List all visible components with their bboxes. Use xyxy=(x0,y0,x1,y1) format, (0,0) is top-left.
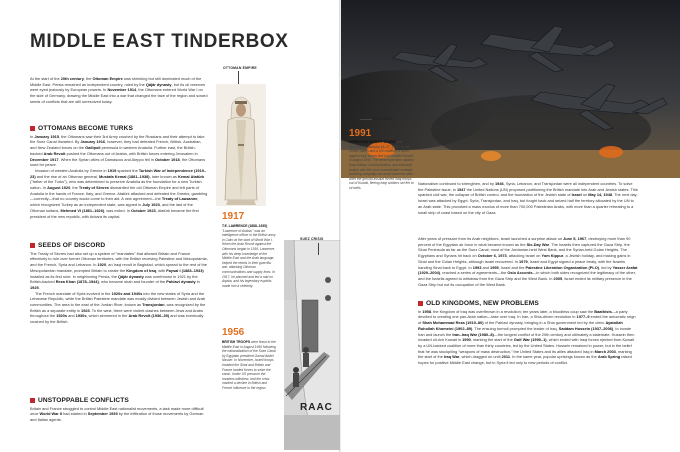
section-kingdoms xyxy=(418,301,638,366)
section-body xyxy=(418,309,638,366)
lawrence-caption: T.E. LAWRENCE (1888–1935), "Lawrence of Arabia," was an intelligence officer in the British army in Cairo at the start of World War I. When the Arab Revolt against the Ottomans began in 1916, Lawrence, with his deep knowledge of the Middle East and the Arab language, helped the rebels in their guerrilla war, attacking Ottoman communications and supply lines. In 1917, he planned and led a raid on Aqaba, and his legendary exploits made him a celebrity. xyxy=(222,224,276,288)
tag-leader-line xyxy=(238,71,239,85)
paragraph: Invasion of western Anatolia by Greece in 1919 sparked the Turkish War of Independence (1919–23) and the rise of an Ottoman general, Mustafa Kemal (1881–1938), later known as Kemal Atatürk ("father of the Turks"), who was determined to preserve Anatolia as the foundation for a new Turkish nation. In August 1920, the Treaty of Sèvres dismantled the old Ottoman Empire and left parts of Anatolia in the hands of France, Italy, and Greece. Atatürk attacked and defeated the Greeks, gambling—correctly—that no country would come to their aid. A new agreement—the Treaty of Lausanne, which recognized Turkey as an independent state, was signed in July 1923, and the last of the Ottoman sultans, Mehmed VI (1861–1926), was exiled. In October 1923, Atatürk became the first president of the new republic, with Ankara its capital. xyxy=(30,167,208,219)
paragraph: In January 1915, the Ottomans saw their 3rd Army crushed by the Russians and their attempt to take the Suez Canal thwarted. By January 1916, however, they had defeated French, British, Australian, and New Zealand forces on the Gallipoli peninsula in western Anatolia. Further east, the British-backed Arab Revolt pushed the Ottomans out of Arabia, with British forces entering Jerusalem in December 1917. When the Syrian cities of Damascus and Aleppo fell in October 1918, the Ottomans sued for peace. xyxy=(30,133,206,168)
troops-caption: BRITISH TROOPS were flown to the Middle East in August 1956 following the nationalization of the Suez Canal by Egyptian president Gamal Abdel Nasser. In November, Israeli troops invaded the Sinai and Britain and France landed forces to seize the canal. Under US pressure the invaders withdrew, and the crisis marked a decline in British and French influence in the region. xyxy=(222,340,276,390)
section-ottomans xyxy=(30,126,208,219)
page-title: MIDDLE EAST TINDERBOX xyxy=(30,31,289,52)
section-heading: OLD KINGDOMS, NEW PROBLEMS xyxy=(418,301,638,307)
year-1956: 1956 xyxy=(222,327,245,338)
paragraph: After years of pressure from its Arab neighbors, Israel launched a surprise attack on June 5, 1967, destroying more than 90 percent of the Egyptian air force in what became known as the Six-Day War. The Israelis then captured the Gaza Strip, the Sinai Peninsula as far as the Suez Canal, most of the Jordanian-held West Bank, and the Syrian-held Golan Heights. The Egyptians and Syrians hit back on October 6, 1973, attacking Israel on Yom Kippur, a Jewish holiday, and making gains in Sinai and the Golan Heights, although Israel recovered. In 1979, Israel and Egypt signed a peace treaty, with the Israelis handing Sinai back to Egypt. In 1993 and 1995, Israel and the Palestine Liberation Organization (PLO), led by Yasser Arafat (1929–2004), reached a series of agreements—the Oslo Accords—in which both sides recognized the legitimacy of the other, and the Israelis agreed to withdraw from the Gaza Strip and the West Bank. In 2005, Israel ended its military presence in the Gaza Strip but not its occupation of the West Bank. xyxy=(418,236,638,287)
paragraph: Britain and France struggled to control Middle East nationalist movements, a task made more difficult once World War II had started in September 1939 by the infiltration of those movements by German and Italian agents. xyxy=(30,405,204,423)
plane-marking: RAAC xyxy=(300,402,333,413)
section-mandates xyxy=(30,243,208,325)
airplane-boarding-icon xyxy=(284,240,340,450)
gulf-war-caption: OPERATION DESERT STORM was launched on January 16–17, 1991, by the United States and a UN coalition of allies against Iraqi forces that had invaded Kuwait in August 1990. The aerial operation against Iraqi military, communication, and industrial targets was the most concentrated strategic bombing campaign the world had ever seen. After the ground assault forced Iraqi troops out of Kuwait, fleeing Iraqi soldiers set fire to oil wells. xyxy=(349,140,414,190)
british-troops-photo xyxy=(284,240,340,450)
paragraph: The French mandate of Syria evolved in the 1920s and 1940s into the new states of Syria and the Lebanese Republic, while the British Palestine mandate was mostly divided between Jewish and Arab communities. The area to the east of the Jordan River, known as Transjordan, was recognized by the British as a separate entity in 1923. To the west, there were violent clashes between Jews and Arabs throughout the 1920s and 1930s, which simmered in the Arab Revolt (1936–39) and was eventually crushed by the British. xyxy=(30,290,206,325)
tag-leader-line xyxy=(360,119,372,120)
bullet-square-icon xyxy=(30,243,35,248)
section-heading: UNSTOPPABLE CONFLICTS xyxy=(30,398,208,404)
section-body xyxy=(30,251,208,325)
lawrence-photo xyxy=(216,84,266,206)
right-column-top xyxy=(418,181,638,215)
ottoman-empire-tag: OTTOMAN EMPIRE xyxy=(223,66,257,70)
year-1917: 1917 xyxy=(222,211,245,222)
year-1991: 1991 xyxy=(349,128,372,139)
section-body xyxy=(30,134,208,220)
paragraph: Nationalism continued to strengthen, and by 1946, Syria, Lebanon, and Transjordan were all independent countries. To solve the Palestine issue, in 1947 the United Nations (UN) proposed partitioning the British mandate into Arab and Jewish states. This sparked civil war, the collapse of British control, and the foundation of the Jewish state of Israel on May 14, 1948. The next day, Israel was attacked by Egypt, Syria, Transjordan, and Iraq, but fought back and seized half the territory allocated by the UN to an Arab state. This provoked a mass exodus of more than 700,000 Palestinian Arabs, with more than a quarter retreating to a small strip of coast based on the city of Gaza. xyxy=(418,181,638,215)
section-body xyxy=(30,406,208,423)
intro-paragraph: At the start of the 20th century, the Ottoman Empire was shrinking but still dominated much of the Middle East. Persia remained an independent country, ruled by the Qājār dynasty, but its oil reserves were eyed jealously by European powers. In November 1914, the Ottomans entered World War I on the side of Germany, drawing the Middle East into a war that changed the face of the region and sowed seeds of conflicts that are still unresolved today. xyxy=(30,76,208,104)
bullet-square-icon xyxy=(30,398,35,403)
lawrence-figure-icon xyxy=(216,84,266,206)
paragraph: The Treaty of Sèvres had also set up a system of "mandates" that allowed Britain and France effectively to rule over former Ottoman territories, with the British receiving Palestine and Mesopotamia, and the French, Syria and Lebanon. In 1920, an Iraqi revolt in Baghdad, which spread to the rest of the Mesopotamian mandate, prompted Britain to create the Kingdom of Iraq, with Faysal I (1883–1933) installed as its first ruler. In neighboring Persia, the Qājār dynasty was overthrown in 1921 by the British-backed Reza Khan (1878–1944), who became shah and founder of the Pahlavi dynasty in 1925. xyxy=(30,250,208,290)
section-conflicts xyxy=(30,398,208,423)
paragraph: In 1958, the Kingdom of Iraq was overthrown in a revolution; ten years later, a bloodless coup saw the Baathists—a party devoted to creating one pan-Arab nation—take over Iraq. In Iran, a Shia-driven revolution in 1977–9 ended the autocratic reign of Shah Mohammad Reza (1919–80) of the Pahlavi dynasty, bringing in a Shia government led by the cleric Ayatollah Ruhollah Khomeini (1902–89). The ensuing turmoil prompted the leader of Iraq, Saddam Hussein (1937–2006), to invade Iran and launch the Iran–Iraq War (1980–8)—the longest conflict of the 20th century and ultimately a stalemate. Hussein then invaded oil-rich Kuwait in 1990, marking the start of the Gulf War (1990–1), which ended with Iraqi forces ejected from Kuwait by a UN-backed coalition of more than thirty countries, led by the United States. Hussein remained in power, but in the belief that he was stockpiling "weapons of mass destruction," the United States and its allies attacked Iraq in March 2003, marking the start of the Iraq War, which dragged on until 2011. In the same year, popular uprisings known as the Arab Spring raised hopes for positive Middle East change, but in Syria it led only to new periods of conflict. xyxy=(418,308,636,366)
bullet-square-icon xyxy=(30,126,35,131)
bullet-square-icon xyxy=(418,301,423,306)
right-column-middle xyxy=(418,236,638,287)
suez-crisis-tag: SUEZ CRISIS xyxy=(300,237,324,241)
gulf-war-tag: GULF WAR xyxy=(372,117,392,121)
section-heading: OTTOMANS BECOME TURKS xyxy=(30,126,208,132)
section-heading: SEEDS OF DISCORD xyxy=(30,243,208,249)
tag-leader-line xyxy=(318,243,319,255)
